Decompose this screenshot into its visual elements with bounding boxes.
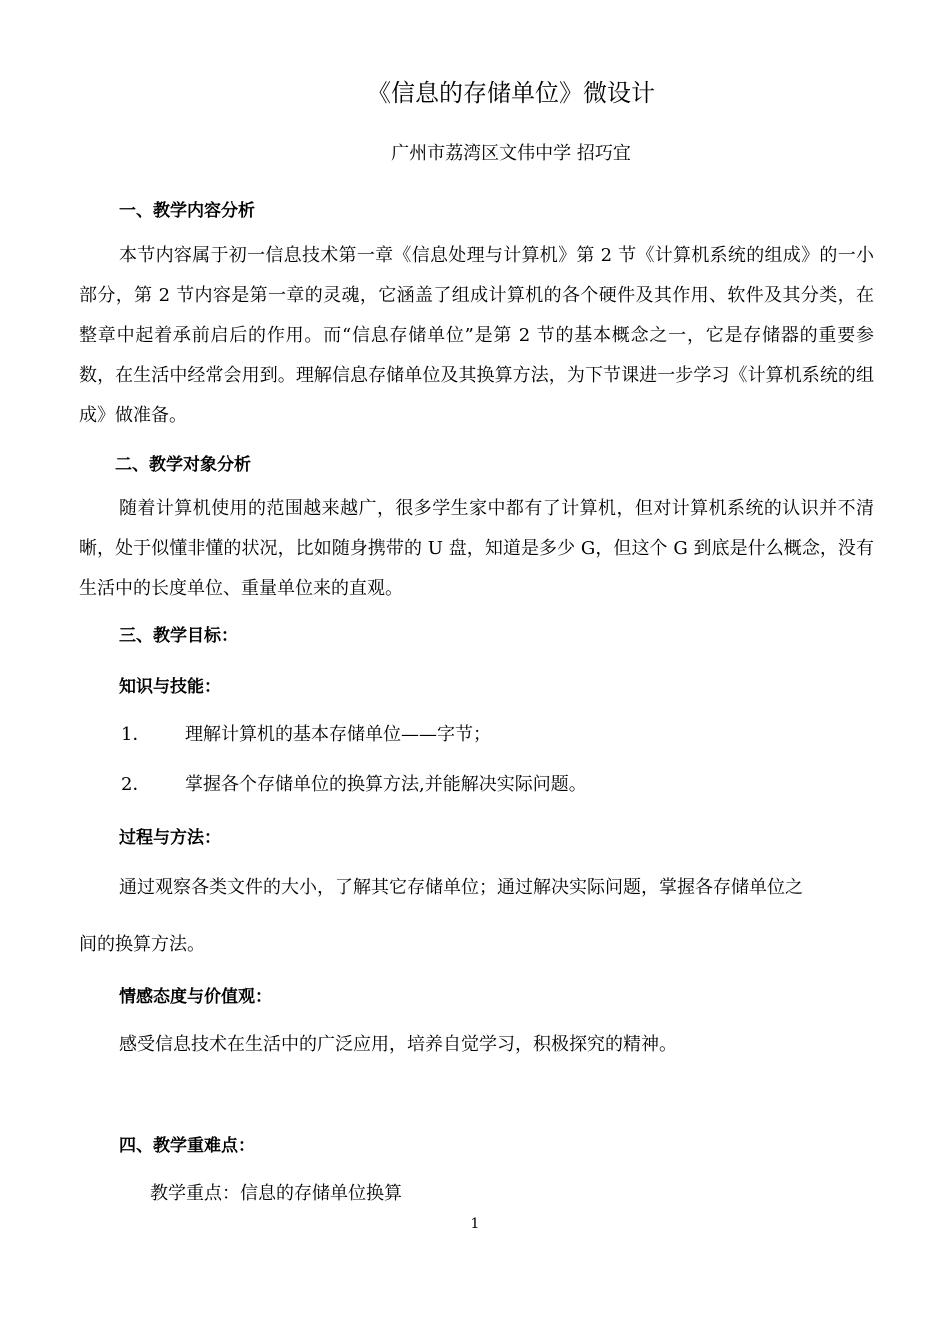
heading-key-points: 四、教学重难点：	[119, 1136, 255, 1156]
list-item-number: 1．	[121, 724, 151, 745]
page-number: 1	[470, 1216, 480, 1232]
heading-object-analysis: 二、教学对象分析	[115, 455, 251, 475]
list-item-text: 掌握各个存储单位的换算方法,并能解决实际问题。	[185, 774, 587, 795]
heading-objectives: 三、教学目标：	[119, 626, 238, 646]
document-author: 广州市荔湾区文伟中学 招巧宜	[391, 143, 631, 164]
paragraph-object-analysis: 随着计算机使用的范围越来越广，很多学生家中都有了计算机，但对计算机系统的认识并不清晰，处于似懂非懂的状况，比如随身携带的 U 盘，知道是多少 G，但这个 G 到底是什么概念，没有生活中的长度单位、重量单位来的直观。	[79, 498, 874, 599]
heading-knowledge-skills: 知识与技能：	[119, 677, 221, 697]
process-text-line-1: 通过观察各类文件的大小，了解其它存储单位；通过解决实际问题，掌握各存储单位之	[119, 877, 803, 898]
heading-process-method: 过程与方法：	[119, 828, 221, 848]
process-text-line-2: 间的换算方法。	[79, 934, 205, 955]
list-item-number: 2．	[121, 774, 151, 795]
paragraph-content-analysis: 本节内容属于初一信息技术第一章《信息处理与计算机》第 2 节《计算机系统的组成》的一小部分，第 2 节内容是第一章的灵魂，它涵盖了组成计算机的各个硬件及其作用、软件及其分类，在整章中起着承前启后的作用。而“信息存储单位”是第 2 节的基本概念之一，它是存储器的重要参数，在生活中经常会用到。理解信息存储单位及其换算方法，为下节课进一步学习《计算机系统的组成》做准备。	[79, 245, 874, 426]
key-points-text: 教学重点：信息的存储单位换算	[150, 1183, 402, 1204]
emotion-text: 感受信息技术在生活中的广泛应用，培养自觉学习，积极探究的精神。	[119, 1034, 677, 1055]
list-item-text: 理解计算机的基本存储单位——字节；	[185, 724, 491, 745]
heading-content-analysis: 一、教学内容分析	[119, 201, 255, 221]
heading-emotion-values: 情感态度与价值观：	[119, 987, 272, 1007]
document-title: 《信息的存储单位》微设计	[367, 79, 655, 107]
